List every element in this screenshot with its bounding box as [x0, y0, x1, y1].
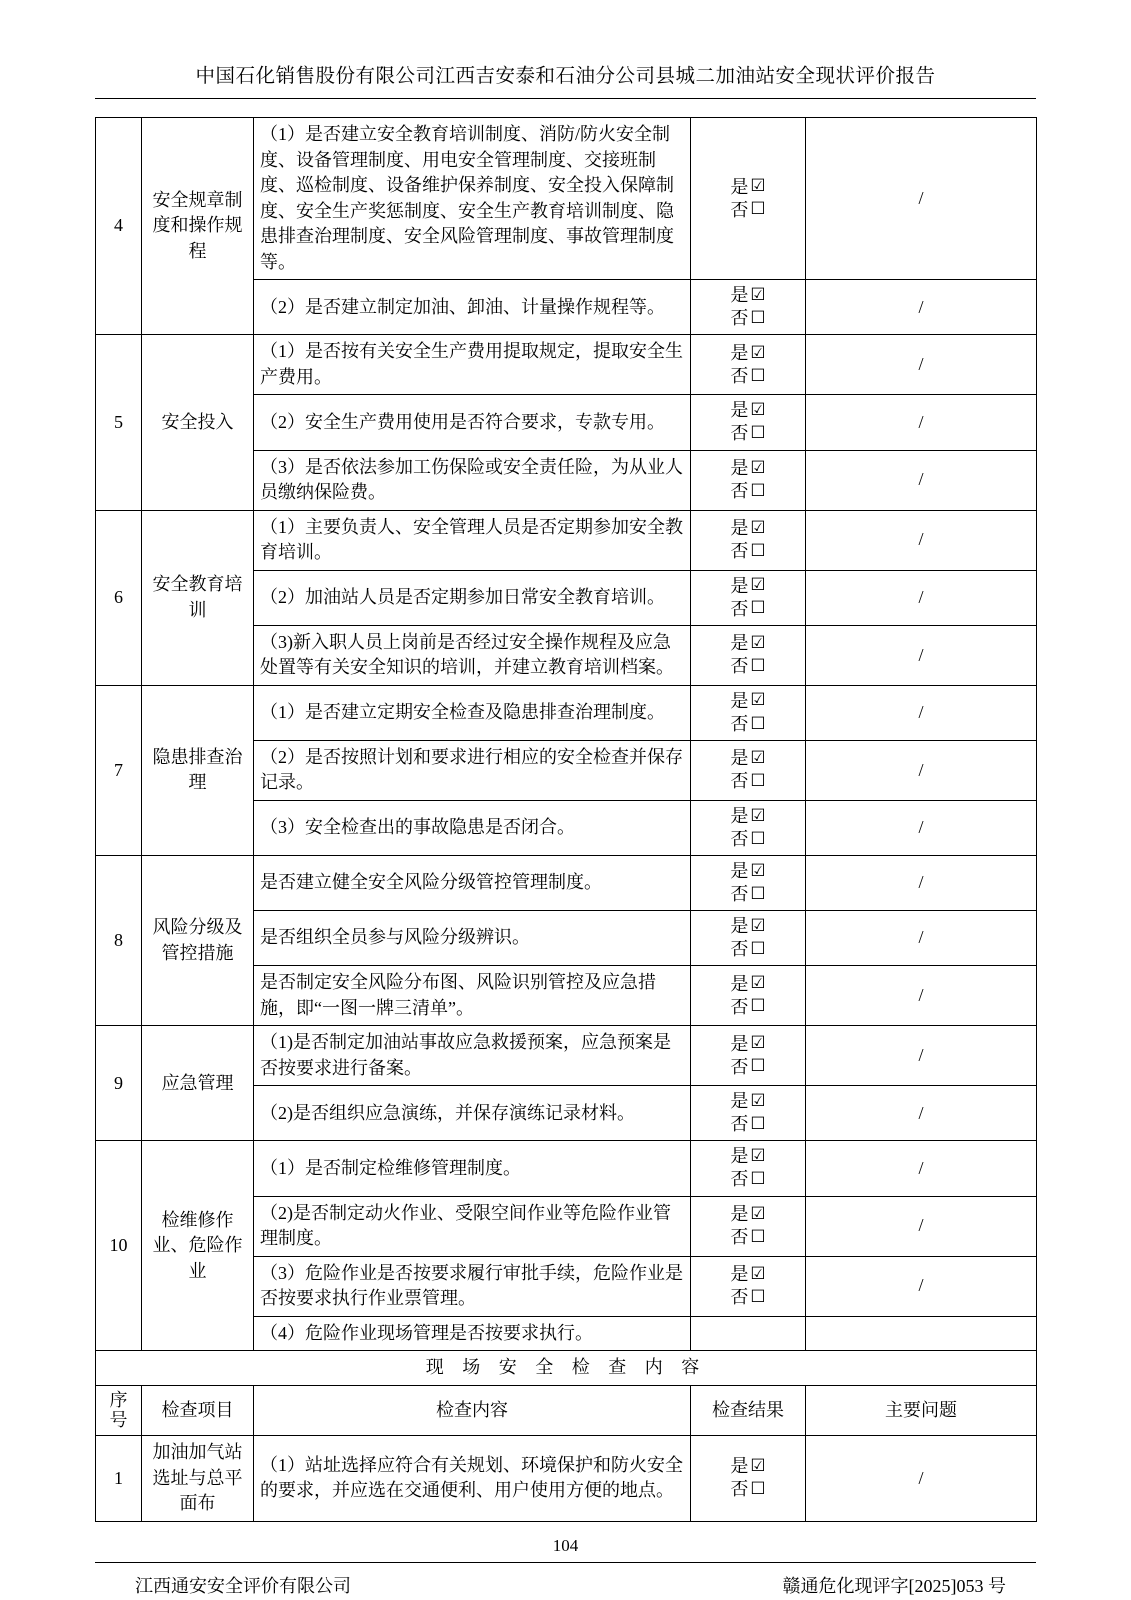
checkbox-checked-icon[interactable]: ☑ [750, 632, 766, 653]
checkbox-checked-icon[interactable]: ☑ [750, 457, 766, 478]
checkbox-unchecked-icon[interactable]: ☐ [750, 938, 766, 959]
checkbox-unchecked-icon[interactable]: ☐ [750, 199, 766, 220]
check-result [691, 570, 806, 625]
check-content: （3）是否依法参加工伤保险或安全责任险，为从业人员缴纳保险费。 [254, 450, 691, 510]
checkbox-unchecked-icon[interactable]: ☐ [750, 1169, 766, 1190]
check-content: （1）是否建立安全教育培训制度、消防/防火安全制度、设备管理制度、用电安全管理制度、交接班制度、巡检制度、设备维护保养制度、安全投入保障制度、安全生产奖惩制度、安全生产教育培训制度、隐患排查治理制度、安全风险管理制度、事故管理制度等。 [254, 118, 691, 280]
check-content: 是否建立健全安全风险分级管控管理制度。 [254, 856, 691, 911]
checkbox-unchecked-icon[interactable]: ☐ [750, 1114, 766, 1135]
result-no-label: 否 [730, 1056, 749, 1077]
column-header-result: 检查结果 [691, 1385, 806, 1435]
check-content: （2）加油站人员是否定期参加日常安全教育培训。 [254, 570, 691, 625]
main-problem: / [806, 911, 1037, 966]
result-yes-label: 是 [730, 690, 749, 711]
checkbox-unchecked-icon[interactable]: ☐ [750, 996, 766, 1017]
result-yes-label: 是 [730, 176, 749, 197]
check-result [691, 685, 806, 740]
check-item: 检维修作业、危险作业 [142, 1141, 254, 1351]
checkbox-checked-icon[interactable]: ☑ [750, 517, 766, 538]
check-content: （2）是否建立制定加油、卸油、计量操作规程等。 [254, 280, 691, 335]
main-problem [806, 1316, 1037, 1351]
check-item: 风险分级及管控措施 [142, 856, 254, 1026]
checkbox-checked-icon[interactable]: ☑ [750, 1456, 766, 1477]
check-content: （3）安全检查出的事故隐患是否闭合。 [254, 801, 691, 856]
result-yes-label: 是 [730, 285, 749, 306]
result-yes-label: 是 [730, 400, 749, 421]
checkbox-unchecked-icon[interactable]: ☐ [750, 771, 766, 792]
footer-company: 江西通安安全评价有限公司 [135, 1575, 351, 1596]
main-problem: / [806, 570, 1037, 625]
checkbox-unchecked-icon[interactable]: ☐ [750, 423, 766, 444]
checkbox-checked-icon[interactable]: ☑ [750, 575, 766, 596]
checkbox-unchecked-icon[interactable]: ☐ [750, 655, 766, 676]
section-title-row [96, 1351, 1037, 1386]
result-no-label: 否 [730, 1479, 749, 1500]
checkbox-unchecked-icon[interactable]: ☐ [750, 365, 766, 386]
checkbox-checked-icon[interactable]: ☑ [750, 1203, 766, 1224]
checkbox-unchecked-icon[interactable]: ☐ [750, 1286, 766, 1307]
row-number: 6 [96, 510, 142, 685]
table-row [96, 685, 1037, 740]
row-number: 1 [96, 1436, 142, 1522]
check-result [691, 1256, 806, 1316]
check-result [691, 966, 806, 1026]
checkbox-checked-icon[interactable]: ☑ [750, 284, 766, 305]
result-yes-label: 是 [730, 861, 749, 882]
checkbox-checked-icon[interactable]: ☑ [750, 748, 766, 769]
result-yes-label: 是 [730, 1456, 749, 1477]
column-header-content: 检查内容 [254, 1385, 691, 1435]
result-yes-label: 是 [730, 1033, 749, 1054]
row-number: 7 [96, 685, 142, 855]
check-content: （4）危险作业现场管理是否按要求执行。 [254, 1316, 691, 1351]
result-yes-label: 是 [730, 633, 749, 654]
safety-checklist-table [95, 117, 1037, 1522]
main-problem: / [806, 395, 1037, 450]
main-problem: / [806, 450, 1037, 510]
footer-doc-code: 赣通危化现评字[2025]053 号 [782, 1575, 1006, 1596]
checkbox-unchecked-icon[interactable]: ☐ [750, 307, 766, 328]
check-result [691, 1026, 806, 1086]
check-content: （2)是否组织应急演练，并保存演练记录材料。 [254, 1086, 691, 1141]
checkbox-unchecked-icon[interactable]: ☐ [750, 828, 766, 849]
result-no-label: 否 [730, 1227, 749, 1248]
checkbox-checked-icon[interactable]: ☑ [750, 973, 766, 994]
table-row [96, 856, 1037, 911]
row-number: 8 [96, 856, 142, 1026]
check-result [691, 118, 806, 280]
row-number: 4 [96, 118, 142, 335]
result-no-label: 否 [730, 884, 749, 905]
check-content: 是否组织全员参与风险分级辨识。 [254, 911, 691, 966]
result-yes-label: 是 [730, 1264, 749, 1285]
checkbox-checked-icon[interactable]: ☑ [750, 1033, 766, 1054]
result-no-label: 否 [730, 771, 749, 792]
check-content: （2）是否按照计划和要求进行相应的安全检查并保存记录。 [254, 740, 691, 800]
column-header-problem: 主要问题 [806, 1385, 1037, 1435]
check-result [691, 801, 806, 856]
result-yes-label: 是 [730, 458, 749, 479]
checkbox-checked-icon[interactable]: ☑ [750, 690, 766, 711]
check-result [691, 1141, 806, 1196]
row-number: 9 [96, 1026, 142, 1141]
column-header-no [96, 1385, 142, 1435]
check-content: （1）主要负责人、安全管理人员是否定期参加安全教育培训。 [254, 510, 691, 570]
result-yes-label: 是 [730, 1091, 749, 1112]
checkbox-unchecked-icon[interactable]: ☐ [750, 1226, 766, 1247]
page-number: 104 [552, 1535, 579, 1555]
check-result [691, 1436, 806, 1522]
result-yes-label: 是 [730, 916, 749, 937]
result-no-label: 否 [730, 365, 749, 386]
check-result [691, 1086, 806, 1141]
table-row [96, 335, 1037, 395]
main-problem: / [806, 1086, 1037, 1141]
main-problem: / [806, 118, 1037, 280]
main-problem: / [806, 966, 1037, 1026]
result-yes-label: 是 [730, 342, 749, 363]
main-problem: / [806, 1141, 1037, 1196]
checkbox-checked-icon[interactable]: ☑ [750, 400, 766, 421]
check-result [691, 625, 806, 685]
main-problem: / [806, 1256, 1037, 1316]
result-no-label: 否 [730, 829, 749, 850]
column-header-item: 检查项目 [142, 1385, 254, 1435]
check-content: （2)是否制定动火作业、受限空间作业等危险作业管理制度。 [254, 1196, 691, 1256]
checkbox-unchecked-icon[interactable]: ☐ [750, 598, 766, 619]
row-number: 10 [96, 1141, 142, 1351]
main-problem: / [806, 740, 1037, 800]
table-row [96, 118, 1037, 280]
check-result [691, 1316, 806, 1351]
main-problem: / [806, 625, 1037, 685]
checkbox-checked-icon[interactable]: ☑ [750, 1263, 766, 1284]
check-result [691, 1196, 806, 1256]
checkbox-checked-icon[interactable]: ☑ [750, 860, 766, 881]
result-no-label: 否 [730, 308, 749, 329]
check-result [691, 280, 806, 335]
check-result [691, 335, 806, 395]
column-header-no-line1: 序 [109, 1389, 128, 1410]
result-no-label: 否 [730, 713, 749, 734]
check-content: （1）是否建立定期安全检查及隐患排查治理制度。 [254, 685, 691, 740]
result-no-label: 否 [730, 541, 749, 562]
check-item: 应急管理 [142, 1026, 254, 1141]
result-yes-label: 是 [730, 973, 749, 994]
check-item: 隐患排查治理 [142, 685, 254, 855]
checkbox-checked-icon[interactable]: ☑ [750, 1091, 766, 1112]
table-row [96, 1141, 1037, 1196]
main-problem: / [806, 1436, 1037, 1522]
result-no-label: 否 [730, 996, 749, 1017]
check-content: （3)新入职人员上岗前是否经过安全操作规程及应急处置等有关安全知识的培训，并建立教育培训档案。 [254, 625, 691, 685]
check-item: 加油加气站选址与总平面布 [142, 1436, 254, 1522]
checkbox-checked-icon[interactable]: ☑ [750, 342, 766, 363]
main-problem: / [806, 801, 1037, 856]
check-item: 安全投入 [142, 335, 254, 510]
result-no-label: 否 [730, 1114, 749, 1135]
check-result [691, 911, 806, 966]
table-row [96, 1436, 1037, 1522]
checkbox-checked-icon[interactable]: ☑ [750, 915, 766, 936]
result-yes-label: 是 [730, 575, 749, 596]
result-no-label: 否 [730, 656, 749, 677]
result-yes-label: 是 [730, 1204, 749, 1225]
check-item: 安全规章制度和操作规程 [142, 118, 254, 335]
main-problem: / [806, 685, 1037, 740]
checkbox-unchecked-icon[interactable]: ☐ [750, 1479, 766, 1500]
table-row [96, 510, 1037, 570]
check-item: 安全教育培训 [142, 510, 254, 685]
main-problem: / [806, 1196, 1037, 1256]
main-problem: / [806, 280, 1037, 335]
table-row [96, 1026, 1037, 1086]
check-content: （1）是否按有关安全生产费用提取规定，提取安全生产费用。 [254, 335, 691, 395]
result-yes-label: 是 [730, 518, 749, 539]
checkbox-checked-icon[interactable]: ☑ [750, 805, 766, 826]
result-no-label: 否 [730, 199, 749, 220]
check-content: （1)是否制定加油站事故应急救援预案，应急预案是否按要求进行备案。 [254, 1026, 691, 1086]
check-result [691, 856, 806, 911]
check-result [691, 510, 806, 570]
result-no-label: 否 [730, 1169, 749, 1190]
checkbox-checked-icon[interactable]: ☑ [750, 176, 766, 197]
check-content: （3）危险作业是否按要求履行审批手续，危险作业是否按要求执行作业票管理。 [254, 1256, 691, 1316]
page-title: 中国石化销售股份有限公司江西吉安泰和石油分公司县城二加油站安全现状评价报告 [95, 60, 1036, 99]
checkbox-checked-icon[interactable]: ☑ [750, 1146, 766, 1167]
checkbox-unchecked-icon[interactable]: ☐ [750, 480, 766, 501]
checkbox-unchecked-icon[interactable]: ☐ [750, 713, 766, 734]
result-no-label: 否 [730, 598, 749, 619]
result-yes-label: 是 [730, 806, 749, 826]
check-content: （2）安全生产费用使用是否符合要求，专款专用。 [254, 395, 691, 450]
document-footer [95, 1562, 1036, 1598]
main-problem: / [806, 856, 1037, 911]
check-content: （1）是否制定检维修管理制度。 [254, 1141, 691, 1196]
check-result [691, 740, 806, 800]
check-content: （1）站址选择应符合有关规划、环境保护和防火安全的要求，并应选在交通便利、用户使用方便的地点。 [254, 1436, 691, 1522]
checkbox-unchecked-icon[interactable]: ☐ [750, 883, 766, 904]
checkbox-unchecked-icon[interactable]: ☐ [750, 540, 766, 561]
column-header-no-line2: 号 [109, 1410, 128, 1431]
main-problem: / [806, 335, 1037, 395]
result-no-label: 否 [730, 423, 749, 444]
result-yes-label: 是 [730, 1146, 749, 1167]
result-no-label: 否 [730, 939, 749, 960]
check-result [691, 450, 806, 510]
result-no-label: 否 [730, 481, 749, 502]
table-header-row [96, 1385, 1037, 1435]
checkbox-unchecked-icon[interactable]: ☐ [750, 1056, 766, 1077]
section-title: 现 场 安 全 检 查 内 容 [96, 1351, 1037, 1386]
check-result [691, 395, 806, 450]
row-number: 5 [96, 335, 142, 510]
check-content: 是否制定安全风险分布图、风险识别管控及应急措施，即“一图一牌三清单”。 [254, 966, 691, 1026]
main-problem: / [806, 1026, 1037, 1086]
result-yes-label: 是 [730, 748, 749, 769]
main-problem: / [806, 510, 1037, 570]
result-no-label: 否 [730, 1287, 749, 1308]
